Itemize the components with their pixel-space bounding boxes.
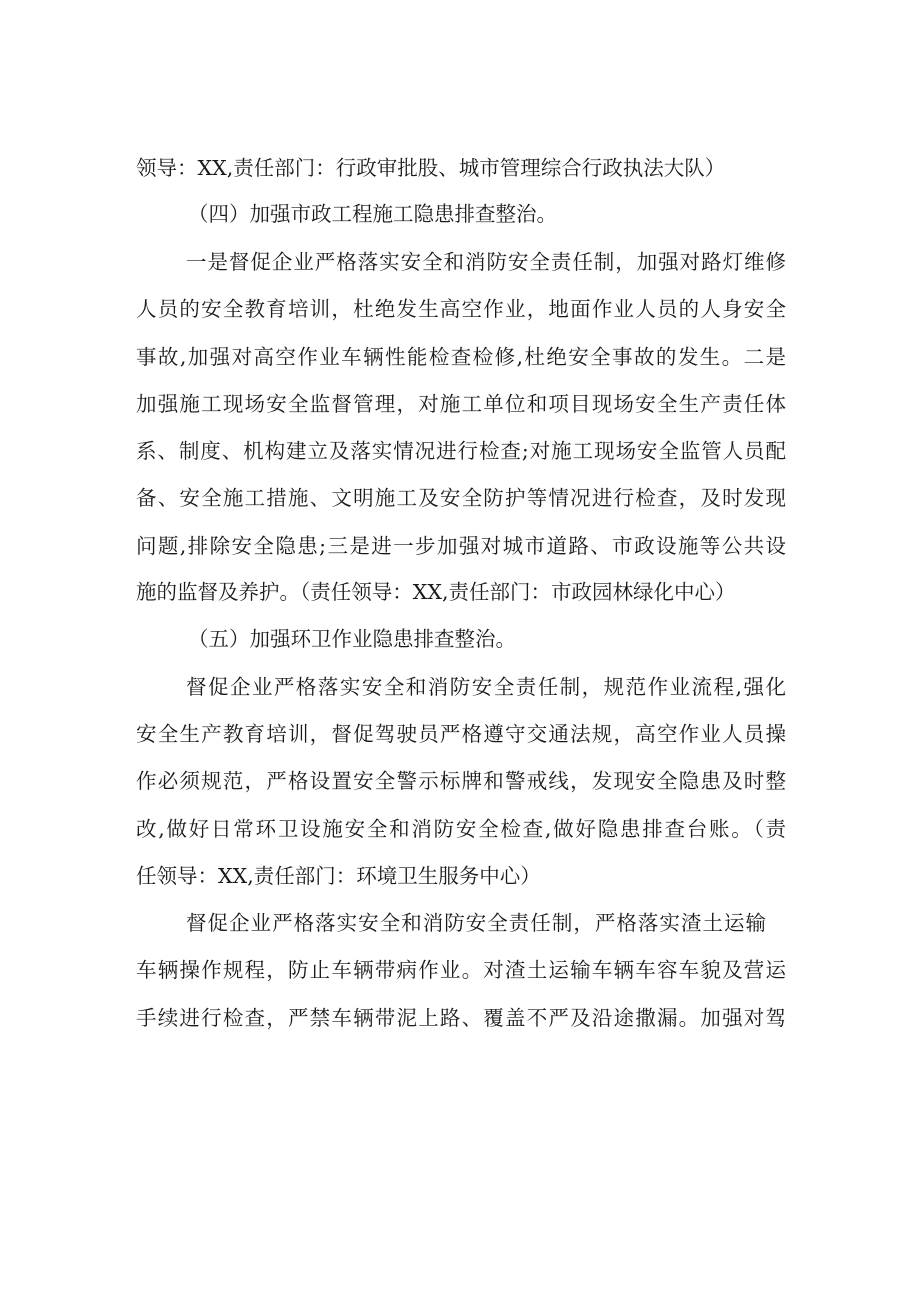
text-line: 手续进行检查，严禁车辆带泥上路、覆盖不严及沿途撒漏。加强对驾 [136, 1006, 786, 1030]
text-line: 施的监督及养护。（责任领导：XX,责任部门：市政园林绿化中心） [136, 580, 736, 604]
text-line: 督促企业严格落实安全和消防安全责任制，规范作业流程,强化 [186, 675, 786, 699]
section-heading-four: （四）加强市政工程施工隐患排查整治。 [188, 202, 557, 226]
text-line: 备、安全施工措施、文明施工及安全防护等情况进行检查，及时发现 [136, 486, 786, 510]
text-line: 任领导：XX,责任部门：环境卫生服务中心） [136, 864, 541, 888]
section-heading-five: （五）加强环卫作业隐患排查整治。 [188, 627, 516, 651]
text-line: 事故,加强对高空作业车辆性能检查检修,杜绝安全事故的发生。二是 [136, 345, 786, 369]
text-line: 加强施工现场安全监督管理，对施工单位和项目现场安全生产责任体 [136, 392, 786, 416]
text-line: 安全生产教育培训，督促驾驶员严格遵守交通法规，高空作业人员操 [136, 722, 786, 746]
text-line: 人员的安全教育培训，杜绝发生高空作业，地面作业人员的人身安全 [136, 297, 786, 321]
text-line: 领导：XX,责任部门：行政审批股、城市管理综合行政执法大队） [136, 156, 726, 180]
text-line: 车辆操作规程，防止车辆带病作业。对渣土运输车辆车容车貌及营运 [136, 958, 786, 982]
text-line: 系、制度、机构建立及落实情况进行检查;对施工现场安全监管人员配 [136, 439, 786, 463]
text-line: 作必须规范，严格设置安全警示标牌和警戒线，发现安全隐患及时整 [136, 769, 786, 793]
text-line: 改,做好日常环卫设施安全和消防安全检查,做好隐患排查台账。（责 [136, 817, 786, 841]
text-line: 问题,排除安全隐患;三是进一步加强对城市道路、市政设施等公共设 [136, 534, 786, 558]
text-line: 督促企业严格落实安全和消防安全责任制，严格落实渣土运输 [186, 911, 766, 935]
text-line: 一是督促企业严格落实安全和消防安全责任制，加强对路灯维修 [186, 250, 786, 274]
